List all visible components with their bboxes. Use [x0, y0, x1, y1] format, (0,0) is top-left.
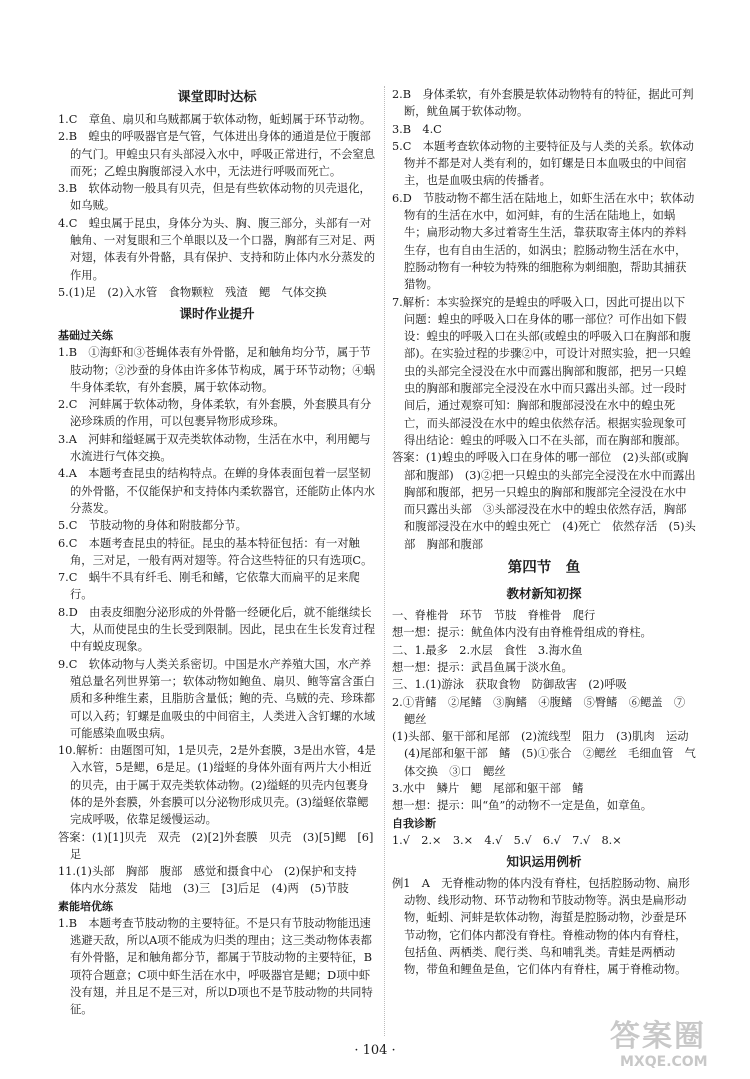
- boost-answer-list: [58, 915, 376, 1019]
- new-knowledge-list: [392, 607, 700, 815]
- column-divider: [384, 86, 385, 1036]
- heading-class-practice: 课堂即时达标: [177, 90, 257, 105]
- class-practice-list: [58, 111, 376, 301]
- answer-item: 9.C 软体动物与人类关系密切。中国是水产养殖大国，水产养殖总量名列世界第一；软体动物如鲍鱼、扇贝、鲍等富含蛋白质和多种维生素，且脂肪含量低；鲍的壳、乌贼的壳、珍珠都可以入药；钉螺是血吸虫的中间宿主，人类进入含钉螺的水域可能感染血吸虫病。: [58, 657, 376, 740]
- basic-answer-list: [58, 344, 376, 898]
- answer-item: 5.C 本题考查软体动物的主要特征及与人类的关系。软体动物并不都是对人类有利的，如钉螺是日本血吸虫的中间宿主，也是血吸虫病的传播者。: [392, 139, 694, 188]
- answer-item: 10.解析：由题图可知，1是贝壳，2是外套膜，3是出水管，4是入水管，5是鳃，6是足。(1)缢蛏的身体外面有两片大小相近的贝壳，由于属于双壳类软体动物。(2)缢蛏的贝壳内包裹身体的是外套膜，外套膜可以分泌物形成贝壳。(3)缢蛏依靠鳃完成呼吸，依靠足缓慢运动。: [58, 744, 376, 827]
- left-column: [58, 86, 376, 1019]
- heading-new-knowledge: 教材新知初探: [506, 586, 582, 602]
- answer-item: 1.B ①海虾和③苍蝇体表有外骨骼，足和触角均分节，属于节肢动物；②沙蚕的身体由许多体节构成，属于环节动物；④蜗牛身体柔软，有外套膜，属于软体动物。: [58, 346, 376, 394]
- subheading-basic: 基础过关练: [58, 329, 113, 343]
- answer-item: 3.水中 鳞片 鳃 尾部和躯干部 鳍: [392, 781, 584, 795]
- answer-item: 三、1.(1)游泳 获取食物 防御敌害 (2)呼吸: [392, 678, 627, 692]
- answer-item: 3.B 软体动物一般具有贝壳，但是有些软体动物的贝壳退化，如乌贼。: [58, 182, 371, 213]
- knowledge-example-list: [392, 875, 696, 979]
- answer-item: 一、脊椎骨 环节 节肢 脊椎骨 爬行: [392, 609, 596, 623]
- answer-item: 3.B 4.C: [392, 122, 442, 136]
- watermark-logo: 答案圈 MXQE.COM: [610, 1019, 708, 1070]
- answer-item: 6.C 本题考查昆虫的特征。昆虫的基本特征包括：有一对触角，三对足，一般有两对翅等。符合这些特征的只有选项C。: [58, 536, 373, 567]
- answer-item: 8.D 由表皮细胞分泌形成的外骨骼一经硬化后，就不能继续长大，从而使昆虫的生长受到限制。因此，昆虫在生长发育过程中有蜕皮现象。: [58, 605, 376, 654]
- answer-item: 4.A 本题考查昆虫的结构特点。在蝉的身体表面包着一层坚韧的外骨骼，不仅能保护和支持体内柔软器官，还能防止体内水分蒸发。: [58, 467, 376, 515]
- answer-item: 3.A 河蚌和缢蛏属于双壳类软体动物，生活在水中，利用鳃与水流进行气体交换。: [58, 432, 371, 464]
- heading-knowledge-use: 知识运用例析: [506, 853, 582, 869]
- answer-item: 4.C 蝗虫属于昆虫，身体分为头、胸、腹三部分，头部有一对触角、一对复眼和三个单眼以及一个口器，胸部有三对足、两对翅，体表有外骨骼，具有保护、支持和防止体内水分蒸发的作用。: [58, 216, 376, 282]
- answer-item: 6.D 节肢动物不都生活在陆地上，如虾生活在水中；软体动物有的生活在水中，如河蚌，有的生活在陆地上，如蜗牛；扁形动物大多过着寄生生活，靠获取寄主体内的养料生存，也有自由生活的，如涡虫；腔肠动物生活在水中，腔肠动物有一种较为特殊的细胞称为刺细胞，帮助其捕获猎物。: [392, 191, 695, 292]
- continued-answer-list: [392, 86, 696, 553]
- answer-item: 7.C 蜗牛不具有纤毛、刚毛和鳍，它依靠大而扁平的足来爬行。: [58, 571, 360, 602]
- answer-item: 2.C 河蚌属于软体动物，身体柔软，有外套膜，外套膜具有分泌珍珠质的作用，可以包裹异物形成珍珠。: [58, 398, 372, 429]
- subheading-boost: 素能培优练: [58, 899, 113, 913]
- answer-item: 1.B 本题考查节肢动物的主要特征。不是只有节肢动物能迅速逃避天敌，所以A项不能成为归类的理由；这三类动物体表都有外骨骼，足和触角都分节，都属于节肢动物的主要特征，B项符合题意；C项中虾生活在水中，呼吸器官是鳃；D项中虾没有翅，并且足不是三对，所以D项也不是节肢动物的共同特征。: [58, 916, 373, 1017]
- self-check-answers: 1.√ 2.× 3.× 4.√ 5.√ 6.√ 7.√ 8.×: [392, 833, 622, 847]
- answer-item: 例1 A 无脊椎动物的体内没有脊柱，包括腔肠动物、扁形动物、线形动物、环节动物和节肢动物等。涡虫是扁形动物，蚯蚓、河蚌是软体动物，海蜇是腔肠动物，沙蚕是环节动物，它们体内都没有脊柱。脊椎动物的体内有脊柱，包括鱼、两栖类、爬行类、鸟和哺乳类。青蛙是两栖动物，带鱼和鲤鱼是鱼，它们体内有脊柱，属于脊椎动物。: [392, 876, 690, 977]
- answer-item: 二、1.最多 2.水层 食性 3.海水鱼: [392, 643, 583, 657]
- page-number: · 104 ·: [354, 1043, 396, 1058]
- answer-item: 2.B 身体柔软，有外套膜是软体动物特有的特征，据此可判断，鱿鱼属于软体动物。: [392, 88, 694, 119]
- answer-item: 5.C 节肢动物的身体和附肢都分节。: [58, 519, 247, 533]
- answer-item: 2.B 蝗虫的呼吸器官是气管，气体进出身体的通道是位于腹部的气门。甲蝗虫只有头部浸入水中，呼吸正常进行，不会窒息而死；乙蝗虫胸腹部浸入水中，无法进行呼吸而死亡。: [58, 130, 376, 178]
- answer-item: 5.(1)足 (2)入水管 食物颗粒 残渣 鳃 气体交换: [58, 285, 327, 299]
- answer-item: 11.(1)头部 胸部 腹部 感觉和摄食中心 (2)保护和支持 体内水分蒸发 陆地 (3)三 [3]后足 (4)两 (5)节肢: [58, 865, 368, 896]
- answer-item: 想一想：提示：武昌鱼属于淡水鱼。: [392, 660, 573, 674]
- answer-item: (1)头部、躯干部和尾部 (2)流线型 阻力 (3)肌肉 运动 (4)尾部和躯干部 鳍 (5)①张合 ②鳃丝 毛细血管 气体交换 ③口 鳃丝: [392, 730, 700, 778]
- subheading-self-check: 自我诊断: [392, 816, 436, 830]
- answer-item: 1.C 章鱼、扇贝和乌贼都属于软体动物，蚯蚓属于环节动物。: [58, 113, 372, 126]
- answer-item: 答案：(1)蝗虫的呼吸入口在身体的哪一部位 (2)头部(或胸部和腹部) (3)②把一只蝗虫的头部完全浸没在水中而露出胸部和腹部，把另一只蝗虫的胸部和腹部完全浸没在水中而只露出头部 ③头部浸没在水中的蝗虫依然存活，胸部和腹部浸没在水中的蝗虫死亡 (4)死亡 依然存活 (5)头部 胸部和腹部: [392, 451, 696, 551]
- answer-item: 2.①背鳍 ②尾鳍 ③胸鳍 ④腹鳍 ⑤臀鳍 ⑥鳃盖 ⑦鳃丝: [392, 695, 686, 726]
- answer-item: 7.解析：本实验探究的是蝗虫的呼吸入口，因此可提出以下问题：蝗虫的呼吸入口在身体的哪一部位？可作出如下假设：蝗虫的呼吸入口在头部(或蝗虫的呼吸入口在胸部和腹部)。在实验过程的步骤②中，可设计对照实验，把一只蝗虫的头部完全浸没在水中而露出胸部和腹部，把另一只蝗虫的胸部和腹部完全浸没在水中而只露出头部。过一段时间后，通过观察可知：胸部和腹部浸没在水中的蝗虫死亡，而头部浸没在水中的蝗虫依然存活。根据实验现象可得出结论：蝗虫的呼吸入口不在头部，而在胸部和腹部。: [392, 295, 691, 447]
- right-column: [392, 86, 700, 979]
- answer-item: 想一想：提示：鱿鱼体内没有由脊椎骨组成的脊柱。: [392, 626, 652, 640]
- answer-item: 想一想：提示：叫“鱼”的动物不一定是鱼，如章鱼。: [392, 799, 653, 813]
- heading-homework: 课时作业提升: [179, 306, 255, 322]
- section-title: 第四节 鱼: [507, 560, 581, 577]
- answer-item: 答案：(1)[1]贝壳 双壳 (2)[2]外套膜 贝壳 (3)[5]鳃 [6]足: [58, 830, 374, 861]
